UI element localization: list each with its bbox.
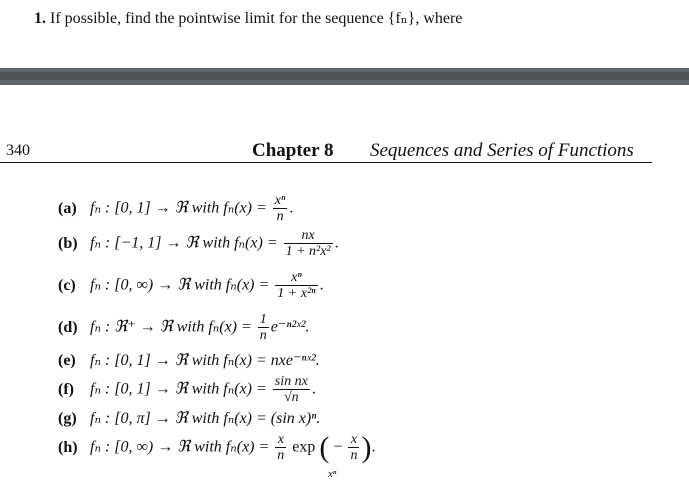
fraction-denominator: n — [277, 448, 285, 463]
cutoff-text: xⁿ — [328, 468, 337, 480]
page-number: 340 — [6, 142, 30, 159]
fraction-numerator: xⁿ — [275, 270, 317, 286]
item-label: (h) — [58, 438, 78, 456]
fraction-numerator: sin nx — [274, 374, 308, 389]
fraction-denominator: n — [259, 328, 267, 343]
item-map: fₙ : [0, 1] → ℜ with fₙ(x) = — [90, 380, 267, 398]
item-label: (e) — [58, 352, 76, 369]
fraction — [275, 432, 286, 464]
fraction — [275, 270, 317, 302]
fraction — [284, 228, 333, 260]
item-map: fₙ : [0, ∞) → ℜ with fₙ(x) = — [90, 438, 270, 456]
problem-number: 1. — [34, 10, 46, 27]
item-tail: . — [319, 276, 324, 294]
minus-sign: − — [333, 438, 343, 456]
item-map: fₙ : [−1, 1] → ℜ with fₙ(x) = — [90, 234, 278, 252]
header-rule — [0, 162, 652, 163]
exercise-item-f — [58, 374, 316, 406]
item-tail: e⁻ⁿ²ˣ². — [270, 318, 310, 336]
exp-function: exp — [292, 438, 316, 456]
item-map: fₙ : [0, 1] → ℜ with fₙ(x) = — [90, 199, 267, 217]
section-title: Sequences and Series of Functions — [370, 140, 634, 161]
inner-fraction — [348, 432, 359, 464]
exercise-item-a — [58, 193, 293, 225]
fraction — [258, 312, 269, 344]
item-label: (d) — [58, 318, 78, 336]
item-label: (c) — [58, 276, 76, 294]
page-break-inner — [0, 72, 689, 80]
exercise-item-c — [58, 270, 324, 302]
fraction-denominator: 1 + n²x² — [285, 244, 331, 259]
fraction-denominator: 1 + x²ⁿ — [277, 286, 316, 301]
right-paren: ) — [361, 431, 372, 464]
exercise-item-d — [58, 312, 310, 344]
problem-text: If possible, find the pointwise limit for the sequence {fₙ}, where — [50, 10, 463, 27]
exercise-item-g — [58, 408, 320, 428]
fraction — [273, 193, 288, 225]
item-map: fₙ : [0, ∞) → ℜ with fₙ(x) = — [90, 276, 270, 294]
fraction-numerator: x — [275, 432, 286, 448]
item-label: (b) — [58, 234, 78, 252]
exercise-item-e — [58, 350, 320, 370]
fraction-denominator: n — [276, 209, 284, 224]
fraction-numerator: nx — [284, 228, 333, 244]
exercise-item-h: (h) fₙ : [0, ∞) → ℜ with fₙ(x) = $\frac{x}{n}$ exp ( − $\frac{x}{n}$ ). — [58, 431, 376, 464]
item-map: fₙ : [0, π] → ℜ with fₙ(x) = (sin x)ⁿ. — [90, 410, 321, 427]
left-paren: ( — [319, 431, 330, 464]
item-map: fₙ : [0, 1] → ℜ with fₙ(x) = nxe⁻ⁿˣ². — [90, 352, 320, 369]
item-tail: . — [334, 234, 339, 252]
item-tail: . — [289, 199, 294, 217]
item-label: (f) — [58, 380, 74, 398]
item-tail: . — [311, 380, 316, 398]
fraction-numerator: x — [348, 432, 359, 448]
fraction-denominator: √n — [283, 390, 299, 405]
problem-statement — [34, 8, 462, 28]
page-break-bar — [0, 68, 689, 85]
fraction — [273, 374, 310, 406]
page-header — [0, 140, 689, 165]
exercise-item-b — [58, 228, 339, 260]
item-label: (a) — [58, 199, 77, 217]
item-label: (g) — [58, 410, 77, 427]
fraction-numerator: xⁿ — [274, 193, 286, 208]
chapter-title: Chapter 8 — [252, 140, 334, 161]
item-map: fₙ : ℜ⁺ → ℜ with fₙ(x) = — [90, 318, 252, 336]
fraction-numerator: 1 — [259, 312, 267, 327]
fraction-denominator: n — [350, 448, 358, 463]
